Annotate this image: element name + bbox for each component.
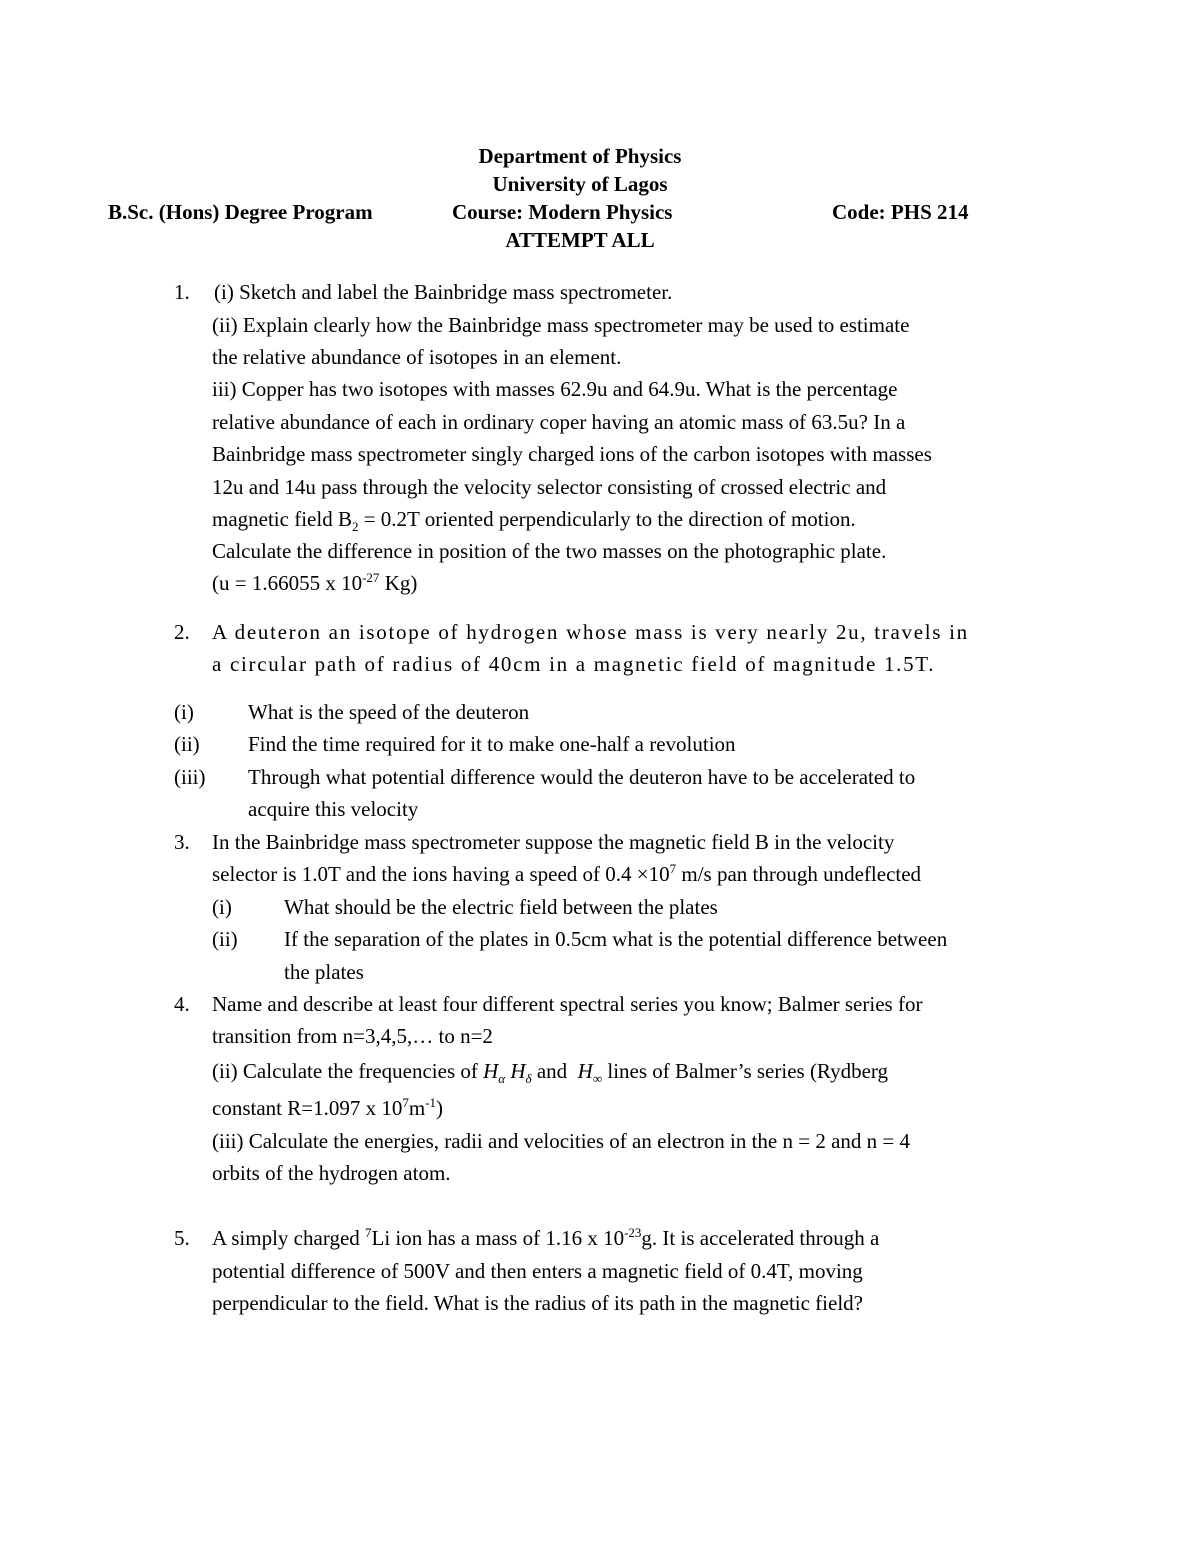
question-3-line xyxy=(212,859,921,889)
subscript: 2 xyxy=(351,519,359,535)
question-5-line xyxy=(212,1223,879,1253)
question-4-line: transition from n=3,4,5,… to n=2 xyxy=(212,1024,493,1048)
question-3-item-text: What should be the electric field between the plates xyxy=(284,895,718,919)
department-title: Department of Physics xyxy=(478,144,682,168)
superscript: 7 xyxy=(669,861,677,876)
subscript: α xyxy=(498,1071,506,1087)
superscript: -23 xyxy=(624,1225,642,1240)
question-2-item-label: (iii) xyxy=(174,765,206,789)
question-2-item-label: (ii) xyxy=(174,732,200,756)
question-1-line: iii) Copper has two isotopes with masses 62.9u and 64.9u. What is the percentage xyxy=(212,377,898,401)
math-symbol: H xyxy=(510,1059,526,1083)
question-3-item-label: (i) xyxy=(212,895,232,919)
line-text: constant R=1.097 x 10 xyxy=(212,1096,403,1120)
question-2-item-text: acquire this velocity xyxy=(248,797,419,821)
question-1-number: 1. xyxy=(174,280,190,304)
line-text: (ii) Calculate the frequencies of xyxy=(212,1059,484,1083)
question-3-number: 3. xyxy=(174,830,190,854)
question-1-line: Calculate the difference in position of the two masses on the photographic plate. xyxy=(212,539,887,563)
question-4-line: Name and describe at least four different spectral series you know; Balmer series for xyxy=(212,992,923,1016)
question-2-item-text: Find the time required for it to make one-half a revolution xyxy=(248,732,736,756)
question-2-item-text: Through what potential difference would the deuteron have to be accelerated to xyxy=(248,765,916,789)
question-2-line: a circular path of radius of 40cm in a magnetic field of magnitude 1.5T. xyxy=(212,652,936,676)
question-1-line: relative abundance of each in ordinary coper having an atomic mass of 63.5u? In a xyxy=(212,410,906,434)
line-text: g. It is accelerated through a xyxy=(641,1226,880,1250)
university-title: University of Lagos xyxy=(492,172,668,196)
question-1-line xyxy=(212,568,417,598)
question-2-item-text: What is the speed of the deuteron xyxy=(248,700,530,724)
question-4-line xyxy=(212,1056,888,1086)
question-4-line: orbits of the hydrogen atom. xyxy=(212,1161,451,1185)
question-1-line xyxy=(212,504,856,534)
question-2-item-label: (i) xyxy=(174,700,194,724)
subscript: ∞ xyxy=(592,1071,603,1087)
question-2-line: A deuteron an isotope of hydrogen whose mass is very nearly 2u, travels in xyxy=(212,620,969,644)
question-1-line: Bainbridge mass spectrometer singly charged ions of the carbon isotopes with masses xyxy=(212,442,932,466)
question-3-line: In the Bainbridge mass spectrometer suppose the magnetic field B in the velocity xyxy=(212,830,895,854)
question-3-item-text: the plates xyxy=(284,960,364,984)
course-code: Code: PHS 214 xyxy=(832,200,969,224)
line-text: and xyxy=(536,1059,568,1083)
line-text: A simply charged xyxy=(212,1226,366,1250)
question-4-number: 4. xyxy=(174,992,190,1016)
instruction: ATTEMPT ALL xyxy=(505,228,655,252)
line-text: magnetic field B xyxy=(212,507,352,531)
question-1-line: the relative abundance of isotopes in an element. xyxy=(212,345,622,369)
line-text: Kg) xyxy=(379,571,418,595)
question-5-number: 5. xyxy=(174,1226,190,1250)
line-text: selector is 1.0T and the ions having a speed of 0.4 ×10 xyxy=(212,862,670,886)
question-1-line: (ii) Explain clearly how the Bainbridge mass spectrometer may be used to estimate xyxy=(212,313,910,337)
line-text: m xyxy=(408,1096,426,1120)
program-label: B.Sc. (Hons) Degree Program xyxy=(108,200,373,224)
question-1-line: (i) Sketch and label the Bainbridge mass spectrometer. xyxy=(214,280,673,304)
question-4-line xyxy=(212,1093,443,1123)
superscript: 7 xyxy=(365,1225,372,1240)
question-3-item-text: If the separation of the plates in 0.5cm what is the potential difference between xyxy=(284,927,948,951)
course-label: Course: Modern Physics xyxy=(452,200,673,224)
line-text: ) xyxy=(436,1096,444,1120)
question-5-line: perpendicular to the field. What is the radius of its path in the magnetic field? xyxy=(212,1291,863,1315)
line-text: (u = 1.66055 x 10 xyxy=(212,571,363,595)
superscript: -1 xyxy=(425,1095,437,1110)
question-3-item-label: (ii) xyxy=(212,927,238,951)
superscript: 7 xyxy=(402,1095,409,1110)
line-text: lines of Balmer’s series (Rydberg xyxy=(602,1059,889,1083)
math-symbol: H xyxy=(483,1059,499,1083)
line-text: Li ion has a mass of 1.16 x 10 xyxy=(371,1226,625,1250)
math-symbol: H xyxy=(577,1059,593,1083)
question-4-line: (iii) Calculate the energies, radii and velocities of an electron in the n = 2 and n = 4 xyxy=(212,1129,910,1153)
line-text: m/s pan through undeflected xyxy=(676,862,922,886)
superscript: -27 xyxy=(362,570,380,585)
question-2-number: 2. xyxy=(174,620,190,644)
subscript: δ xyxy=(525,1071,532,1087)
question-1-line: 12u and 14u pass through the velocity selector consisting of crossed electric and xyxy=(212,475,887,499)
line-text: = 0.2T oriented perpendicularly to the direction of motion. xyxy=(358,507,856,531)
question-5-line: potential difference of 500V and then enters a magnetic field of 0.4T, moving xyxy=(212,1259,863,1283)
